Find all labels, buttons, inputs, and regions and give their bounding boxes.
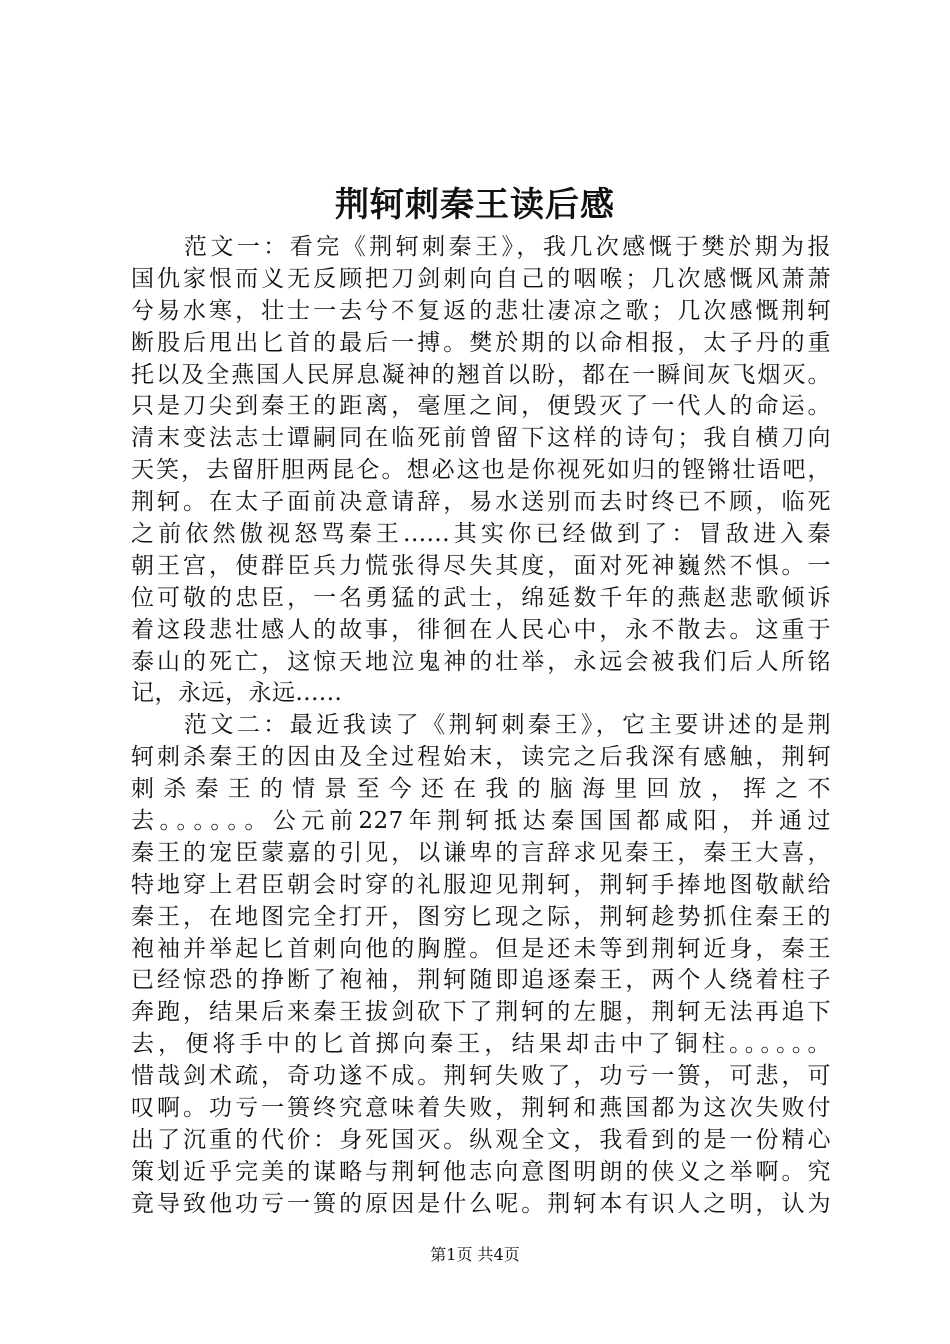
text-line: 位可敬的忠臣，一名勇猛的武士，绵延数千年的燕赵悲歌倾诉 (131, 584, 831, 611)
text-line: 去，便将手中的匕首掷向秦王，结果却击中了铜柱。。。。。。 (131, 1031, 831, 1058)
text-line: 断股后甩出匕首的最后一搏。樊於期的以命相报，太子丹的重 (131, 329, 831, 356)
text-line: 范文二：最近我读了《荆轲刺秦王》，它主要讲述的是荆 (131, 712, 831, 739)
text-line: 国仇家恨而义无反顾把刀剑刺向自己的咽喉；几次感慨风萧萧 (131, 265, 831, 292)
text-line: 只是刀尖到秦王的距离，毫厘之间，便毁灭了一代人的命运。 (131, 393, 831, 420)
text-line: 去。。。。。。公元前227年荆轲抵达秦国国都咸阳，并通过 (131, 808, 831, 835)
text-line: 记，永远，永远...... (131, 680, 343, 707)
page-title: 荆轲刺秦王读后感 (335, 185, 615, 225)
body-text (131, 232, 831, 1221)
text-line: 惜哉剑术疏，奇功遂不成。荆轲失败了，功亏一篑，可悲，可 (131, 1063, 831, 1090)
text-line: 荆轲。在太子面前决意请辞，易水送别而去时终已不顾，临死 (131, 489, 831, 516)
text-line: 兮易水寒，壮士一去兮不复返的悲壮凄凉之歌；几次感慨荆轲 (131, 297, 831, 324)
text-line: 秦王的宠臣蒙嘉的引见，以谦卑的言辞求见秦王，秦王大喜， (131, 839, 831, 866)
text-line: 之前依然傲视怒骂秦王......其实你已经做到了：冒敌进入秦 (131, 521, 831, 548)
text-line: 范文一：看完《荆轲刺秦王》，我几次感慨于樊於期为报 (131, 234, 831, 260)
text-line: 清末变法志士谭嗣同在临死前曾留下这样的诗句；我自横刀向 (131, 425, 831, 452)
text-line: 奔跑，结果后来秦王拔剑砍下了荆轲的左腿，荆轲无法再追下 (131, 999, 831, 1026)
text-line: 着这段悲壮感人的故事，徘徊在人民心中，永不散去。这重于 (131, 616, 831, 643)
text-line: 托以及全燕国人民屏息凝神的翘首以盼，都在一瞬间灰飞烟灭。 (131, 361, 831, 388)
text-line: 竟导致他功亏一篑的原因是什么呢。荆轲本有识人之明，认为 (131, 1190, 831, 1217)
text-line: 出了沉重的代价：身死国灭。纵观全文，我看到的是一份精心 (131, 1126, 831, 1153)
text-line: 秦王，在地图完全打开，图穷匕现之际，荆轲趁势抓住秦王的 (131, 903, 831, 930)
text-line: 袍袖并举起匕首刺向他的胸膛。但是还未等到荆轲近身，秦王 (131, 935, 831, 962)
text-line: 策划近乎完美的谋略与荆轲他志向意图明朗的侠义之举啊。究 (131, 1158, 831, 1185)
text-line: 特地穿上君臣朝会时穿的礼服迎见荆轲，荆轲手捧地图敬献给 (131, 871, 831, 898)
text-line: 朝王宫，使群臣兵力慌张得尽失其度，面对死神巍然不惧。一 (131, 552, 831, 579)
text-line: 已经惊恐的挣断了袍袖，荆轲随即追逐秦王，两个人绕着柱子 (131, 967, 831, 994)
text-line: 轲刺杀秦王的因由及全过程始末，读完之后我深有感触，荆轲 (131, 744, 831, 771)
text-line: 泰山的死亡，这惊天地泣鬼神的壮举，永远会被我们后人所铭 (131, 648, 831, 675)
text-line: 叹啊。功亏一篑终究意味着失败，荆轲和燕国都为这次失败付 (131, 1095, 831, 1122)
text-line: 天笑，去留肝胆两昆仑。想必这也是你视死如归的铿锵壮语吧， (131, 457, 831, 484)
page-number-footer: 第1页 共4页 (430, 1245, 520, 1264)
text-line: 刺杀秦王的情景至今还在我的脑海里回放，挥之不 (131, 776, 831, 803)
